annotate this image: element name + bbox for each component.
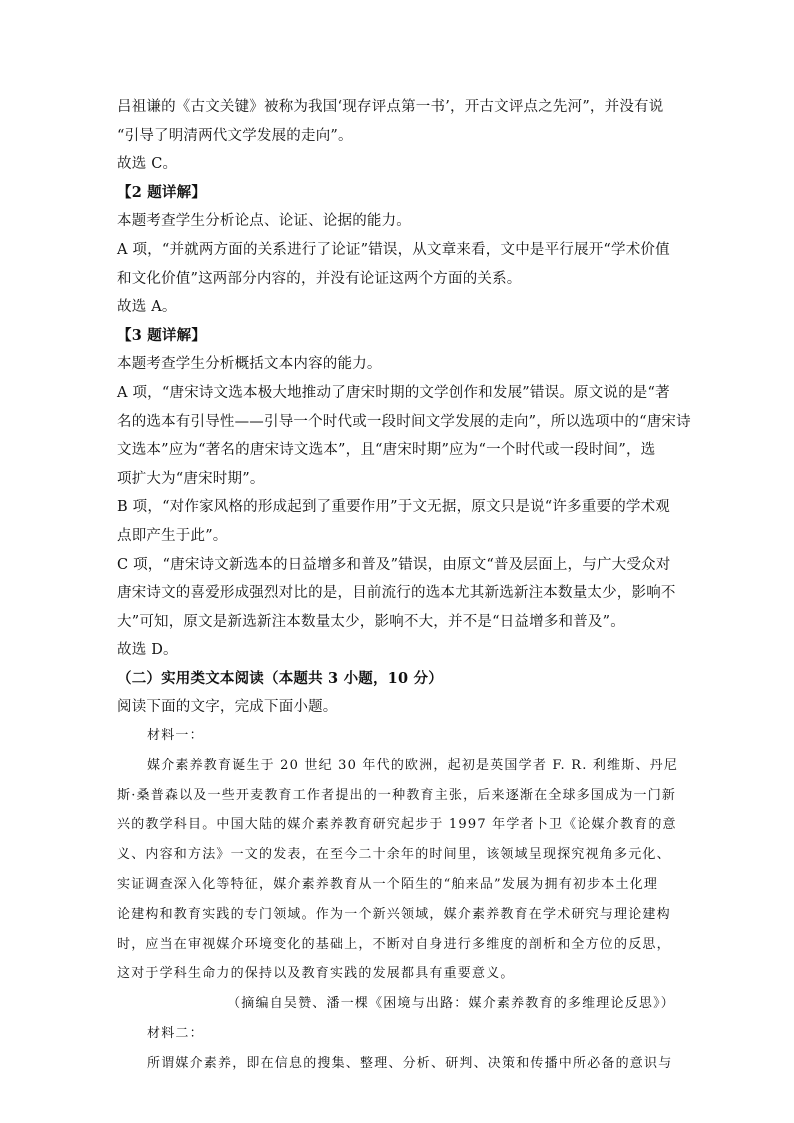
text-line: C 项，“唐宋诗文新选本的日益增多和普及”错误，由原文“普及层面上，与广大受众对 xyxy=(117,556,671,573)
answer-analysis-section xyxy=(117,93,691,722)
text-line: A 项，“唐宋诗文选本极大地推动了唐宋时期的文学创作和发展”错误。原文说的是“著 xyxy=(117,384,670,401)
answer-line: 故选 A。 xyxy=(117,299,177,316)
text-line: 项扩大为“唐宋时期”。 xyxy=(117,470,265,487)
text-line: 名的选本有引导性——引导一个时代或一段时间文学发展的走向”，所以选项中的“唐宋诗 xyxy=(117,413,691,430)
answer-line: 故选 C。 xyxy=(117,156,178,173)
text-line: 唐宋诗文的喜爱形成强烈对比的是，目前流行的选本尤其新选新注本数量太少，影响不 xyxy=(117,585,676,602)
text-line: 本题考查学生分析论点、论证、论据的能力。 xyxy=(117,213,411,230)
material-text-line: 斯·桑普森以及一些开麦教育工作者提出的一种教育主张，后来逐渐在全球多国成为一门新 xyxy=(117,787,677,803)
answer-line: 故选 D。 xyxy=(117,642,178,659)
text-line: “引导了明清两代文学发展的走向”。 xyxy=(117,127,353,144)
text-line: B 项，“对作家风格的形成起到了重要作用”于文无据，原文只是说“许多重要的学术观 xyxy=(117,499,670,516)
material-text-line: 论建构和教育实践的专门领域。作为一个新兴领域，媒介素养教育在学术研究与理论建构 xyxy=(117,906,671,922)
section-heading: 【3 题详解】 xyxy=(117,326,207,344)
material-text-line: 义、内容和方法》一文的发表，在至今二十余年的时间里，该领域呈现探究视角多元化、 xyxy=(117,847,671,863)
material-source-citation: （摘编自吴赞、潘一棵《困境与出路：媒介素养教育的多维理论反思》） xyxy=(227,996,675,1012)
material-label: 材料一： xyxy=(147,728,204,743)
part-heading: （二）实用类文本阅读（本题共 3 小题，10 分） xyxy=(117,669,443,687)
material-text-line: 媒介素养教育诞生于 20 世纪 30 年代的欧洲，起初是英国学者 F. R. 利维斯、丹尼 xyxy=(147,757,679,773)
material-text-line: 时，应当在审视媒介环境变化的基础上，不断对自身进行多维度的剖析和全方位的反思， xyxy=(117,936,671,952)
reading-material xyxy=(117,721,677,1079)
text-line: 本题考查学生分析概括文本内容的能力。 xyxy=(117,356,382,373)
instruction-line: 阅读下面的文字，完成下面小题。 xyxy=(117,699,338,716)
text-line: 点即产生于此”。 xyxy=(117,527,228,544)
material-text-line: 这对于学科生命力的保持以及教育实践的发展都具有重要意义。 xyxy=(117,966,515,982)
material-text-line: 所谓媒介素养，即在信息的搜集、整理、分析、研判、决策和传播中所必备的意识与 xyxy=(147,1055,673,1071)
text-line: 文选本”应为“著名的唐宋诗文选本”，且“唐宋时期”应为“一个时代或一段时间”，选 xyxy=(117,442,656,459)
text-line: 和文化价值”这两部分内容的，并没有论证这两个方面的关系。 xyxy=(117,270,522,287)
material-label: 材料二： xyxy=(147,1025,204,1041)
text-line: A 项，“并就两方面的关系进行了论证”错误，从文章来看，文中是平行展开“学术价值 xyxy=(117,241,670,258)
text-line: 吕祖谦的《古文关键》被称为我国‘现存评点第一书’，开古文评点之先河”，并没有说 xyxy=(117,99,664,115)
material-text-line: 实证调查深入化等特征，媒介素养教育从一个陌生的“舶来品”发展为拥有初步本土化理 xyxy=(117,876,659,892)
material-text-line: 兴的教学科目。中国大陆的媒介素养教育研究起步于 1997 年学者卜卫《论媒介教育的意 xyxy=(117,817,677,833)
text-line: 大”可知，原文是新选新注本数量太少，影响不大，并不是“日益增多和普及”。 xyxy=(117,613,625,630)
section-heading: 【2 题详解】 xyxy=(117,183,207,201)
